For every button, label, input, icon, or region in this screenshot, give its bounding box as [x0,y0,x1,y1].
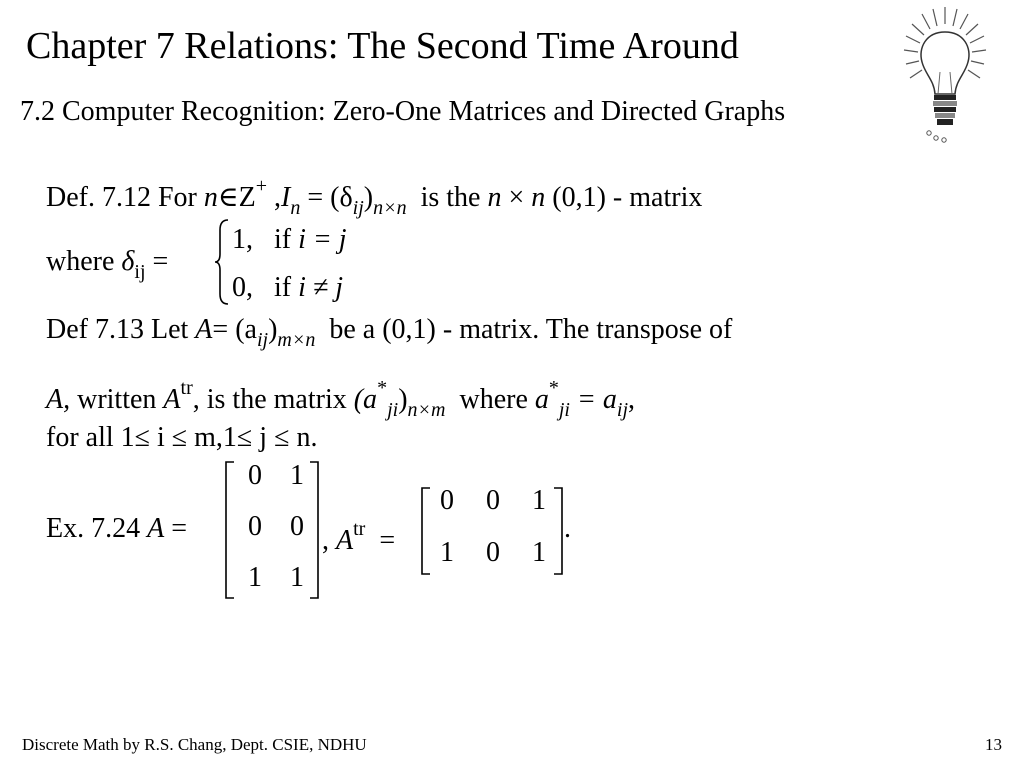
matrix-atr-cell: 0 [440,485,454,516]
footer-credit: Discrete Math by R.S. Chang, Dept. CSIE, NDHU [22,735,367,754]
matrix-a-cell: 1 [248,562,262,593]
matrix-atr-cell: 1 [440,537,454,568]
matrix-atr-cell: 0 [486,485,500,516]
matrix-a-cell: 1 [290,562,304,593]
def713-line1: Def 7.13 Let $A= (a_{ij})_{m\times n}$ be a (0,1) - matrix. The transpose of [46,314,733,351]
slide-title: Chapter 7 Relations: The Second Time Around [26,25,739,67]
matrix-a-cell: 1 [290,460,304,491]
matrix-a-cell: 0 [248,511,262,542]
example-period: . [564,513,571,544]
matrix-a-cell: 0 [248,460,262,491]
def712-line1: Def. 7.12 For n∈Z+ $,I_n = (\delta_{ij})_{n\times n}$ is the n × n (0,1) - matrix [46,175,703,219]
matrix-atr-cell: 1 [532,537,546,568]
matrix-atr-cell: 1 [532,485,546,516]
def712-label: Def. 7.12 For [46,182,197,213]
def713-line3: for all 1≤ i ≤ m,1≤ j ≤ n. [46,422,318,453]
example-label: Ex. 7.24 A = [46,513,188,544]
case-2: 0, if i ≠ j [232,272,344,303]
def713-line2: A, written $A^{tr}$, is the matrix $(a^*_{ji})_{n\times m}$ where $a^*_{ji} = a_{ij}$, [46,377,636,421]
case-1: 1, if i = j [232,224,347,255]
example-atr-label: , $A^{tr}$ = [322,518,396,556]
slide-subtitle: 7.2 Computer Recognition: Zero-One Matrices and Directed Graphs [20,96,786,127]
lightbulb-icon [900,2,990,142]
cases-brace [214,218,230,306]
def712-where: where $\delta_{ij}$ = [46,246,169,283]
matrix-a-cell: 0 [290,511,304,542]
page-number: 13 [985,735,1002,754]
matrix-atr-cell: 0 [486,537,500,568]
